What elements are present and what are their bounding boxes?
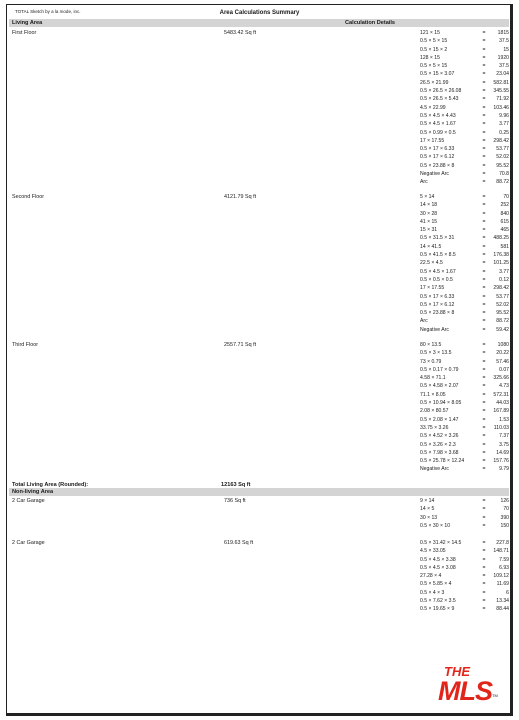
calc-expression: 9 × 14 [420, 498, 435, 504]
calc-value: 1815 [497, 30, 509, 36]
calc-value: 71.92 [496, 96, 509, 103]
calc-equals: = [482, 194, 486, 200]
calc-row [420, 70, 509, 78]
calc-value: 95.52 [496, 162, 509, 169]
area-size-second-floor: 4121.79 Sq ft [224, 194, 257, 200]
calc-table-second-floor [420, 193, 509, 334]
calc-expression: 128 × 15 [420, 54, 440, 61]
calc-value: 465 [500, 227, 509, 234]
calc-row [420, 276, 509, 284]
calc-equals: = [482, 235, 486, 242]
calc-row [420, 432, 509, 440]
calc-value: 52.02 [496, 154, 509, 161]
calc-value: 88.72 [496, 179, 509, 186]
calc-equals: = [482, 179, 486, 186]
calc-expression: 0.5 × 4.5 × 1.67 [420, 268, 456, 275]
total-living-area-value: 12163 Sq ft [221, 482, 251, 488]
calc-expression: 0.5 × 2.08 × 1.47 [420, 416, 459, 423]
calculation-details-header: Calculation Details [345, 20, 396, 26]
calc-row [420, 349, 509, 357]
calc-value: 57.46 [496, 358, 509, 365]
calc-value: 582.81 [493, 79, 509, 86]
calc-value: 70.8 [499, 171, 509, 178]
calc-row [420, 54, 509, 62]
calc-equals: = [482, 498, 486, 504]
calc-value: 53.77 [496, 146, 509, 153]
calc-equals: = [482, 606, 486, 613]
calc-expression: 0.5 × 41.5 × 8.5 [420, 252, 456, 259]
calc-equals: = [482, 350, 486, 357]
calc-value: 298.42 [493, 137, 509, 144]
calc-equals: = [482, 63, 486, 70]
calc-equals: = [482, 137, 486, 144]
calc-expression: 0.5 × 23.88 × 8 [420, 162, 455, 169]
calc-value: 581 [500, 243, 509, 250]
calc-expression: 0.5 × 4.5 × 3.08 [420, 564, 456, 571]
calc-equals: = [482, 581, 486, 588]
calc-equals: = [482, 54, 486, 61]
calc-value: 101.25 [493, 260, 509, 267]
calc-value: 3.77 [499, 121, 509, 128]
calc-expression: 0.5 × 31.5 × 31 [420, 235, 455, 242]
calc-value: 1080 [497, 342, 509, 348]
calc-expression: 71.1 × 8.05 [420, 391, 446, 398]
calc-expression: 4.58 × 71.1 [420, 375, 446, 382]
calc-equals: = [482, 441, 486, 448]
page-frame-shadow-bottom [6, 713, 512, 716]
calc-value: 0.12 [499, 276, 509, 283]
calc-value: 13.34 [496, 598, 509, 605]
calc-value: 9.96 [499, 112, 509, 119]
calc-equals: = [482, 46, 486, 53]
calc-row [420, 243, 509, 251]
calc-expression: 26.5 × 21.99 [420, 79, 449, 86]
total-living-area-label: Total Living Area (Rounded): [12, 482, 89, 488]
calc-equals: = [482, 598, 486, 605]
calc-row [420, 547, 509, 555]
calc-equals: = [482, 342, 486, 348]
calc-value: 7.37 [499, 433, 509, 440]
calc-value: 615 [500, 218, 509, 225]
calc-expression: 73 × 0.79 [420, 358, 442, 365]
calc-equals: = [482, 293, 486, 300]
calc-expression: 80 × 13.5 [420, 342, 442, 348]
calc-row [420, 120, 509, 128]
calc-equals: = [482, 318, 486, 325]
calc-expression: 0.5 × 25.78 × 12.24 [420, 458, 465, 465]
calc-row [420, 87, 509, 95]
calc-equals: = [482, 424, 486, 431]
calc-value: 103.46 [493, 104, 509, 111]
calc-row [420, 129, 509, 137]
calc-expression: 0.5 × 0.17 × 0.79 [420, 366, 459, 373]
calc-row [420, 178, 509, 186]
calc-row [420, 597, 509, 605]
calc-row [420, 301, 509, 309]
calc-expression: 0.5 × 4.52 × 3.26 [420, 433, 459, 440]
calc-expression: 0.5 × 3 × 13.5 [420, 350, 452, 357]
calc-equals: = [482, 285, 486, 292]
calc-row [420, 37, 509, 45]
calc-value: 109.12 [493, 573, 509, 580]
calc-equals: = [482, 154, 486, 161]
calc-row [420, 326, 509, 334]
non-living-area-header: Non-living Area [12, 489, 54, 495]
calc-row [420, 572, 509, 580]
calc-equals: = [482, 506, 486, 513]
calc-equals: = [482, 548, 486, 555]
calc-value: 20.22 [496, 350, 509, 357]
calc-value: 1.53 [499, 416, 509, 423]
calc-row [420, 284, 509, 292]
area-size-garage-1: 736 Sq ft [224, 498, 246, 504]
calc-row [420, 268, 509, 276]
calc-equals: = [482, 564, 486, 571]
calc-value: 7.59 [499, 556, 509, 563]
calc-row [420, 137, 509, 145]
calc-expression: 41 × 15 [420, 218, 438, 225]
calc-expression: 15 × 31 [420, 227, 438, 234]
calc-row [420, 441, 509, 449]
calc-row [420, 210, 509, 218]
calc-expression: 0.5 × 4 × 3 [420, 589, 445, 596]
calc-row [420, 309, 509, 317]
calc-equals: = [482, 458, 486, 465]
calc-value: 126 [500, 498, 509, 504]
calc-expression: 0.5 × 4.5 × 1.67 [420, 121, 456, 128]
calc-row [420, 465, 509, 473]
calc-table-garage-2 [420, 539, 509, 614]
calc-value: 70 [503, 506, 509, 513]
calc-expression: 14 × 18 [420, 202, 438, 209]
calc-expression: 0.5 × 4.58 × 2.07 [420, 383, 459, 390]
calc-row [420, 259, 509, 267]
calc-row [420, 497, 509, 505]
calc-expression: 33.75 × 3.26 [420, 424, 449, 431]
calc-value: 88.72 [496, 318, 509, 325]
calc-value: 70 [503, 194, 509, 200]
calc-equals: = [482, 210, 486, 217]
calc-equals: = [482, 88, 486, 95]
calc-row [420, 170, 509, 178]
calc-row [420, 457, 509, 465]
calc-expression: 0.5 × 10.94 × 8.05 [420, 400, 462, 407]
calc-equals: = [482, 449, 486, 456]
non-living-area-header-band [9, 488, 509, 496]
area-name-garage-2: 2 Car Garage [12, 540, 45, 546]
calc-row [420, 358, 509, 366]
calc-expression: 14 × 41.5 [420, 243, 442, 250]
area-size-first-floor: 5483.42 Sq ft [224, 30, 257, 36]
calc-equals: = [482, 268, 486, 275]
calc-equals: = [482, 589, 486, 596]
calc-expression: Negative Arc [420, 171, 449, 178]
living-area-header: Living Area [12, 20, 43, 26]
calc-row [420, 218, 509, 226]
calc-expression: 0.5 × 17 × 6.12 [420, 301, 455, 308]
calc-value: 14.69 [496, 449, 509, 456]
living-area-header-band [9, 19, 509, 27]
calc-row [420, 391, 509, 399]
calc-value: 23.04 [496, 71, 509, 78]
area-size-garage-2: 619.63 Sq ft [224, 540, 254, 546]
calc-equals: = [482, 121, 486, 128]
calc-equals: = [482, 408, 486, 415]
calc-row [420, 399, 509, 407]
logo-the-text: THE [444, 664, 470, 679]
calc-equals: = [482, 260, 486, 267]
calc-expression: 2.08 × 80.57 [420, 408, 449, 415]
calc-equals: = [482, 326, 486, 333]
calc-expression: 0.5 × 4.5 × 3.38 [420, 556, 456, 563]
calc-value: 52.02 [496, 301, 509, 308]
calc-value: 37.5 [499, 63, 509, 70]
calc-expression: 0.5 × 30 × 10 [420, 522, 451, 529]
calc-row [420, 539, 509, 547]
calc-expression: Arc [420, 318, 428, 325]
calc-value: 3.75 [499, 441, 509, 448]
calc-value: 1920 [497, 54, 509, 61]
calc-row [420, 382, 509, 390]
calc-value: 390 [500, 514, 509, 521]
calc-row [420, 234, 509, 242]
calc-row [420, 193, 509, 201]
calc-row [420, 201, 509, 209]
calc-row [420, 564, 509, 572]
calc-equals: = [482, 556, 486, 563]
calc-equals: = [482, 243, 486, 250]
calc-expression: 0.5 × 26.5 × 26.08 [420, 88, 462, 95]
calc-expression: 0.5 × 15 × 2 [420, 46, 448, 53]
calc-expression: Arc [420, 179, 428, 186]
calc-row [420, 162, 509, 170]
calc-expression: 0.5 × 31.42 × 14.5 [420, 540, 462, 546]
calc-row [420, 104, 509, 112]
calc-expression: 0.5 × 17 × 6.12 [420, 154, 455, 161]
calc-expression: 0.5 × 15 × 3.07 [420, 71, 455, 78]
calc-expression: 30 × 28 [420, 210, 438, 217]
calc-equals: = [482, 310, 486, 317]
calc-expression: 0.5 × 23.88 × 8 [420, 310, 455, 317]
calc-row [420, 226, 509, 234]
calc-row [420, 580, 509, 588]
calc-expression: 0.5 × 4.5 × 4.43 [420, 112, 456, 119]
vendor-line: TOTAL Sketch by a la mode, inc. [15, 9, 81, 14]
calc-expression: Negative Arc [420, 326, 449, 333]
calc-row [420, 522, 509, 530]
calc-value: 150 [500, 522, 509, 529]
calc-value: 6.93 [499, 564, 509, 571]
calc-row [420, 424, 509, 432]
calc-row [420, 62, 509, 70]
calc-row [420, 95, 509, 103]
calc-row [420, 46, 509, 54]
calc-row [420, 514, 509, 522]
calc-expression: Negative Arc [420, 466, 449, 473]
calc-equals: = [482, 383, 486, 390]
calc-value: 298.42 [493, 285, 509, 292]
calc-expression: 30 × 13 [420, 514, 438, 521]
calc-expression: 0.5 × 3.26 × 2.3 [420, 441, 456, 448]
calc-expression: 0.5 × 0.99 × 0.5 [420, 129, 456, 136]
calc-equals: = [482, 112, 486, 119]
calc-value: 11.69 [496, 581, 509, 588]
calc-value: 110.03 [493, 424, 509, 431]
calc-equals: = [482, 202, 486, 209]
calc-value: 37.5 [499, 38, 509, 45]
calc-expression: 0.5 × 19.65 × 9 [420, 606, 455, 613]
calc-table-garage-1 [420, 497, 509, 530]
calc-expression: 4.5 × 33.05 [420, 548, 446, 555]
calc-row [420, 366, 509, 374]
calc-value: 167.89 [493, 408, 509, 415]
calc-value: 4.73 [499, 383, 509, 390]
calc-expression: 27.28 × 4 [420, 573, 442, 580]
page-frame-shadow-right [510, 4, 513, 716]
calc-row [420, 556, 509, 564]
calc-equals: = [482, 79, 486, 86]
logo-mls-text: MLS [438, 676, 492, 704]
calc-row [420, 153, 509, 161]
calc-table-third-floor [420, 341, 509, 474]
calc-table-first-floor [420, 29, 509, 187]
calc-row [420, 317, 509, 325]
calc-value: 44.03 [496, 400, 509, 407]
calc-equals: = [482, 573, 486, 580]
calc-value: 88.44 [496, 606, 509, 613]
area-name-third-floor: Third Floor [12, 342, 39, 348]
calc-row [420, 449, 509, 457]
page-title: Area Calculations Summary [219, 10, 300, 16]
calc-expression: 17 × 17.55 [420, 137, 445, 144]
calc-value: 0.25 [499, 129, 509, 136]
calc-equals: = [482, 466, 486, 473]
calc-value: 227.8 [496, 540, 509, 546]
calc-equals: = [482, 433, 486, 440]
calc-equals: = [482, 38, 486, 45]
calc-equals: = [482, 375, 486, 382]
calc-row [420, 505, 509, 513]
area-name-first-floor: First Floor [12, 30, 37, 36]
calc-expression: 4.5 × 22.99 [420, 104, 446, 111]
calc-equals: = [482, 416, 486, 423]
calc-expression: 14 × 5 [420, 506, 435, 513]
calc-equals: = [482, 276, 486, 283]
calc-row [420, 341, 509, 349]
calc-expression: 5 × 14 [420, 194, 435, 200]
calc-value: 3.77 [499, 268, 509, 275]
calc-row [420, 29, 509, 37]
calc-equals: = [482, 162, 486, 169]
calc-expression: 0.5 × 26.5 × 5.43 [420, 96, 459, 103]
calc-value: 488.25 [493, 235, 509, 242]
calc-row [420, 407, 509, 415]
calc-expression: 0.5 × 17 × 6.33 [420, 293, 455, 300]
calc-value: 53.77 [496, 293, 509, 300]
calc-expression: 0.5 × 17 × 6.33 [420, 146, 455, 153]
calc-value: 572.31 [493, 391, 509, 398]
calc-equals: = [482, 146, 486, 153]
calc-equals: = [482, 540, 486, 546]
calc-equals: = [482, 171, 486, 178]
calc-equals: = [482, 129, 486, 136]
calc-value: 325.66 [493, 375, 509, 382]
calc-value: 59.42 [496, 326, 509, 333]
calc-value: 252 [500, 202, 509, 209]
calc-value: 9.79 [499, 466, 509, 473]
calc-equals: = [482, 358, 486, 365]
calc-expression: 0.5 × 7.98 × 3.68 [420, 449, 459, 456]
calc-expression: 0.5 × 5 × 15 [420, 38, 448, 45]
calc-expression: 121 × 15 [420, 30, 440, 36]
calc-row [420, 293, 509, 301]
calc-equals: = [482, 301, 486, 308]
calc-value: 0.07 [499, 366, 509, 373]
calc-value: 157.76 [493, 458, 509, 465]
calc-equals: = [482, 30, 486, 36]
calc-expression: 17 × 17.55 [420, 285, 445, 292]
calc-expression: 0.5 × 5.85 × 4 [420, 581, 452, 588]
calc-value: 345.55 [493, 88, 509, 95]
calc-row [420, 251, 509, 259]
calc-equals: = [482, 391, 486, 398]
calc-equals: = [482, 96, 486, 103]
area-name-second-floor: Second Floor [12, 194, 45, 200]
calc-row [420, 79, 509, 87]
calc-row [420, 589, 509, 597]
calc-value: 148.71 [493, 548, 509, 555]
calc-expression: 22.5 × 4.5 [420, 260, 443, 267]
calc-equals: = [482, 522, 486, 529]
calc-row [420, 112, 509, 120]
calc-row [420, 374, 509, 382]
area-size-third-floor: 2557.71 Sq ft [224, 342, 257, 348]
calc-value: 15 [503, 46, 509, 53]
calc-equals: = [482, 227, 486, 234]
calc-equals: = [482, 400, 486, 407]
calc-equals: = [482, 218, 486, 225]
calc-value: 95.52 [496, 310, 509, 317]
calc-equals: = [482, 514, 486, 521]
area-name-garage-1: 2 Car Garage [12, 498, 45, 504]
calc-expression: 0.5 × 0.5 × 0.5 [420, 276, 453, 283]
calc-equals: = [482, 104, 486, 111]
calc-value: 176.38 [493, 252, 509, 259]
calc-expression: 0.5 × 7.62 × 3.5 [420, 598, 456, 605]
calc-expression: 0.5 × 5 × 15 [420, 63, 448, 70]
calc-row [420, 605, 509, 613]
calc-row [420, 145, 509, 153]
calc-equals: = [482, 366, 486, 373]
calc-equals: = [482, 71, 486, 78]
calc-row [420, 416, 509, 424]
calc-value: 6 [506, 589, 509, 596]
the-mls-logo [436, 662, 502, 704]
calc-equals: = [482, 252, 486, 259]
logo-trademark-mark: TM [492, 693, 498, 698]
calc-value: 840 [500, 210, 509, 217]
